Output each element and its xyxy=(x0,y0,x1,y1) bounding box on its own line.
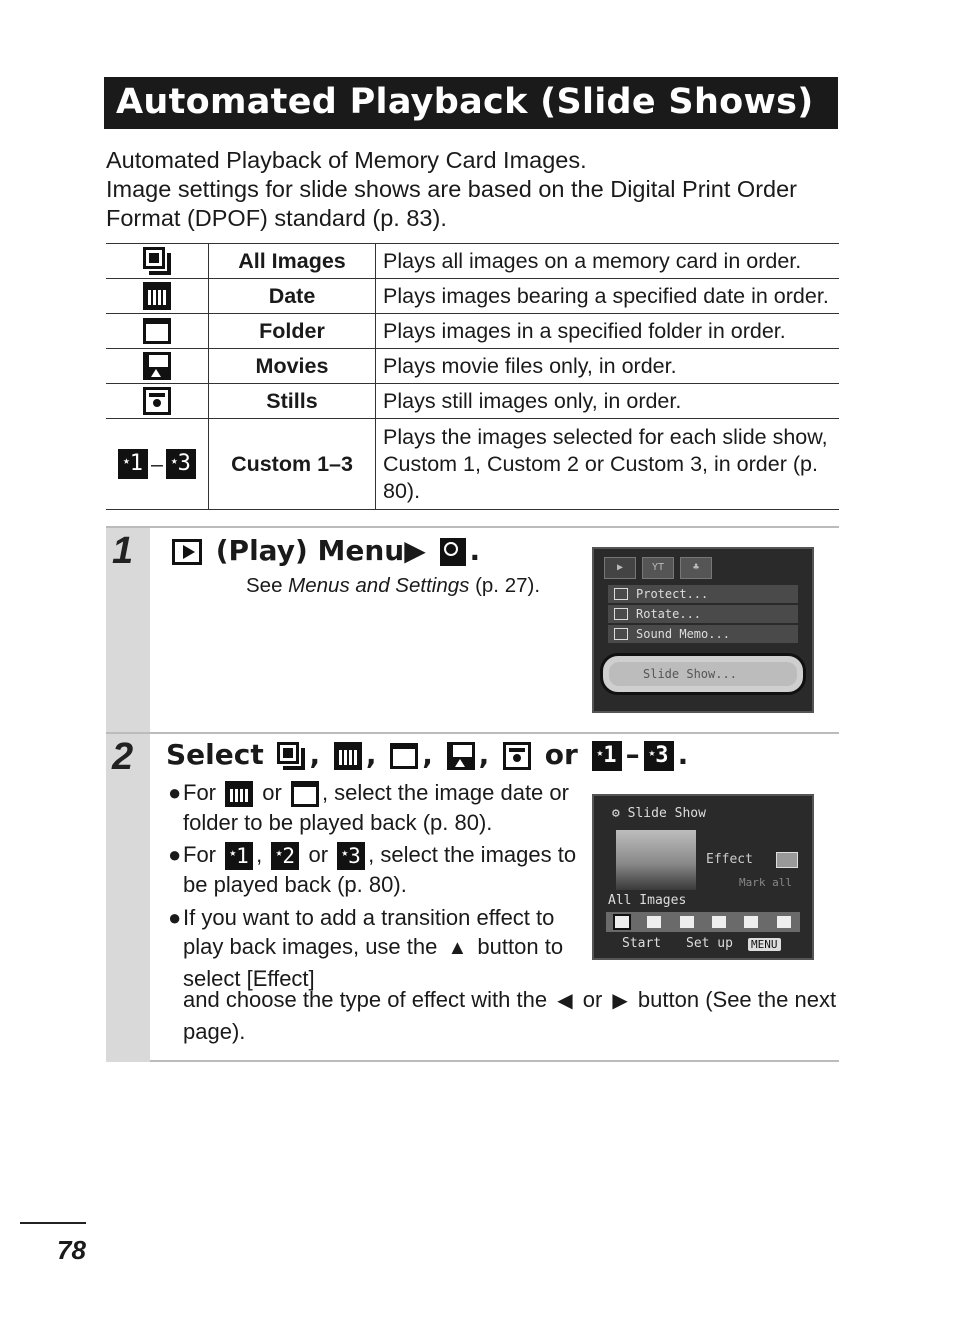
start-label: Start xyxy=(622,936,662,951)
menu-badge: MENU xyxy=(748,938,781,951)
custom-3-icon: ★3 xyxy=(337,842,365,870)
microphone-icon xyxy=(614,628,628,640)
arrow-right-icon: ▶ xyxy=(404,534,426,567)
step-heading: Select , , , , or ★1 – ★3 . xyxy=(166,738,689,771)
table-row xyxy=(106,244,839,279)
movies-icon xyxy=(712,916,726,928)
protect-icon xyxy=(614,588,628,600)
step-subtext: See Menus and Settings (p. 27). xyxy=(246,574,541,597)
date-icon xyxy=(647,916,661,928)
step-2 xyxy=(106,732,839,1062)
menu-tab: ♣ xyxy=(680,557,712,579)
mark-all-label: Mark all xyxy=(739,876,792,889)
slide-show-modes-table xyxy=(106,243,839,510)
bullet-custom: ● For ★1 , ★2 or ★3 , select the images to be played back (p. 80). xyxy=(168,842,577,898)
highlighted-menu-item: Slide Show... xyxy=(600,653,806,695)
mode-description: Plays images in a specified folder in order. xyxy=(376,314,840,349)
bullet-effect-continued: and choose the type of effect with the ◀ or ▶ button (See the next page). xyxy=(183,987,837,1044)
page-number: 78 xyxy=(57,1235,86,1265)
menu-tab: YT xyxy=(642,557,674,579)
menu-item: Rotate... xyxy=(608,605,798,623)
date-icon xyxy=(225,781,253,807)
screen-title: ⚙ Slide Show xyxy=(612,806,706,821)
play-icon xyxy=(172,539,202,565)
folder-icon xyxy=(680,916,694,928)
set-up-label: Set up xyxy=(686,936,733,951)
all-images-icon xyxy=(615,916,629,928)
mode-description: Plays movie files only, in order. xyxy=(376,349,840,384)
folder-icon xyxy=(143,318,171,344)
bullet-effect: ● If you want to add a transition effect to play back images, use the ▲ button to select [Effect] xyxy=(168,904,564,991)
bullet-date-folder: ● For or , select the image date or folder to be played back (p. 80). xyxy=(168,780,569,835)
intro-line-1: Automated Playback of Memory Card Images. xyxy=(106,147,587,173)
step-number: 2 xyxy=(112,736,134,778)
custom-3-icon: ★3 xyxy=(166,449,196,479)
mode-name: Movies xyxy=(209,349,376,384)
intro-line-3: Format (DPOF) standard (p. 83). xyxy=(106,205,447,231)
step-2-bullets xyxy=(168,778,588,996)
custom-1-icon: ★1 xyxy=(592,741,622,771)
movies-icon xyxy=(447,742,475,770)
movies-icon xyxy=(143,352,171,380)
mode-name: All Images xyxy=(209,244,376,279)
stills-icon xyxy=(744,916,758,928)
arrow-left-icon: ◀ xyxy=(557,990,573,1012)
mode-description: Plays still images only, in order. xyxy=(376,384,840,419)
step-number: 1 xyxy=(112,530,134,572)
mode-name: Date xyxy=(209,279,376,314)
menu-item: Protect... xyxy=(608,585,798,603)
intro-line-2: Image settings for slide shows are based on the Digital Print Order xyxy=(106,176,797,202)
effect-icon xyxy=(776,852,798,868)
effect-label: Effect xyxy=(706,852,753,867)
arrow-right-icon: ▶ xyxy=(612,990,628,1012)
custom-3-icon: ★3 xyxy=(644,741,674,771)
table-row: ★1 – ★3 Custom 1–3 Plays the images selected for each slide show, Custom 1, Custom 2 or Custom 3, in order (p. 80). xyxy=(106,419,839,510)
page-number-rule xyxy=(20,1222,86,1224)
all-images-label: All Images xyxy=(608,893,687,908)
folder-icon xyxy=(291,781,319,807)
all-images-icon xyxy=(277,742,305,770)
mode-name: Custom 1–3 xyxy=(209,419,376,510)
all-images-icon xyxy=(143,247,171,275)
folder-icon xyxy=(390,743,418,769)
mode-name: Stills xyxy=(209,384,376,419)
table-row xyxy=(106,314,839,349)
custom-1-icon: ★1 xyxy=(118,449,148,479)
menu-item: Sound Memo... xyxy=(608,625,798,643)
mode-description: Plays all images on a memory card in order. xyxy=(376,244,840,279)
preview-thumbnail xyxy=(616,830,696,890)
table-row xyxy=(106,279,839,314)
slide-show-icon xyxy=(440,538,466,566)
mode-description: Plays images bearing a specified date in order. xyxy=(376,279,840,314)
stills-icon xyxy=(503,742,531,770)
mode-icon-row xyxy=(606,912,800,932)
date-icon xyxy=(143,282,171,310)
step-heading: (Play) Menu▶ . xyxy=(168,534,480,567)
custom-1-icon: ★1 xyxy=(225,842,253,870)
table-row xyxy=(106,384,839,419)
date-icon xyxy=(334,742,362,770)
table-row xyxy=(106,349,839,384)
step-1 xyxy=(106,526,839,732)
intro-text xyxy=(106,146,846,233)
arrow-up-icon: ▲ xyxy=(447,937,468,960)
mode-name: Folder xyxy=(209,314,376,349)
page-title: Automated Playback (Slide Shows) xyxy=(104,77,838,129)
custom-icon xyxy=(777,916,791,928)
slide-show-screen xyxy=(592,794,814,960)
custom-2-icon: ★2 xyxy=(271,842,299,870)
rotate-icon xyxy=(614,608,628,620)
stills-icon xyxy=(143,387,171,415)
mode-description: Plays the images selected for each slide show, Custom 1, Custom 2 or Custom 3, in order (p. 80). xyxy=(376,419,840,510)
menu-tab: ▶ xyxy=(604,557,636,579)
camera-menu-screen xyxy=(592,547,814,713)
